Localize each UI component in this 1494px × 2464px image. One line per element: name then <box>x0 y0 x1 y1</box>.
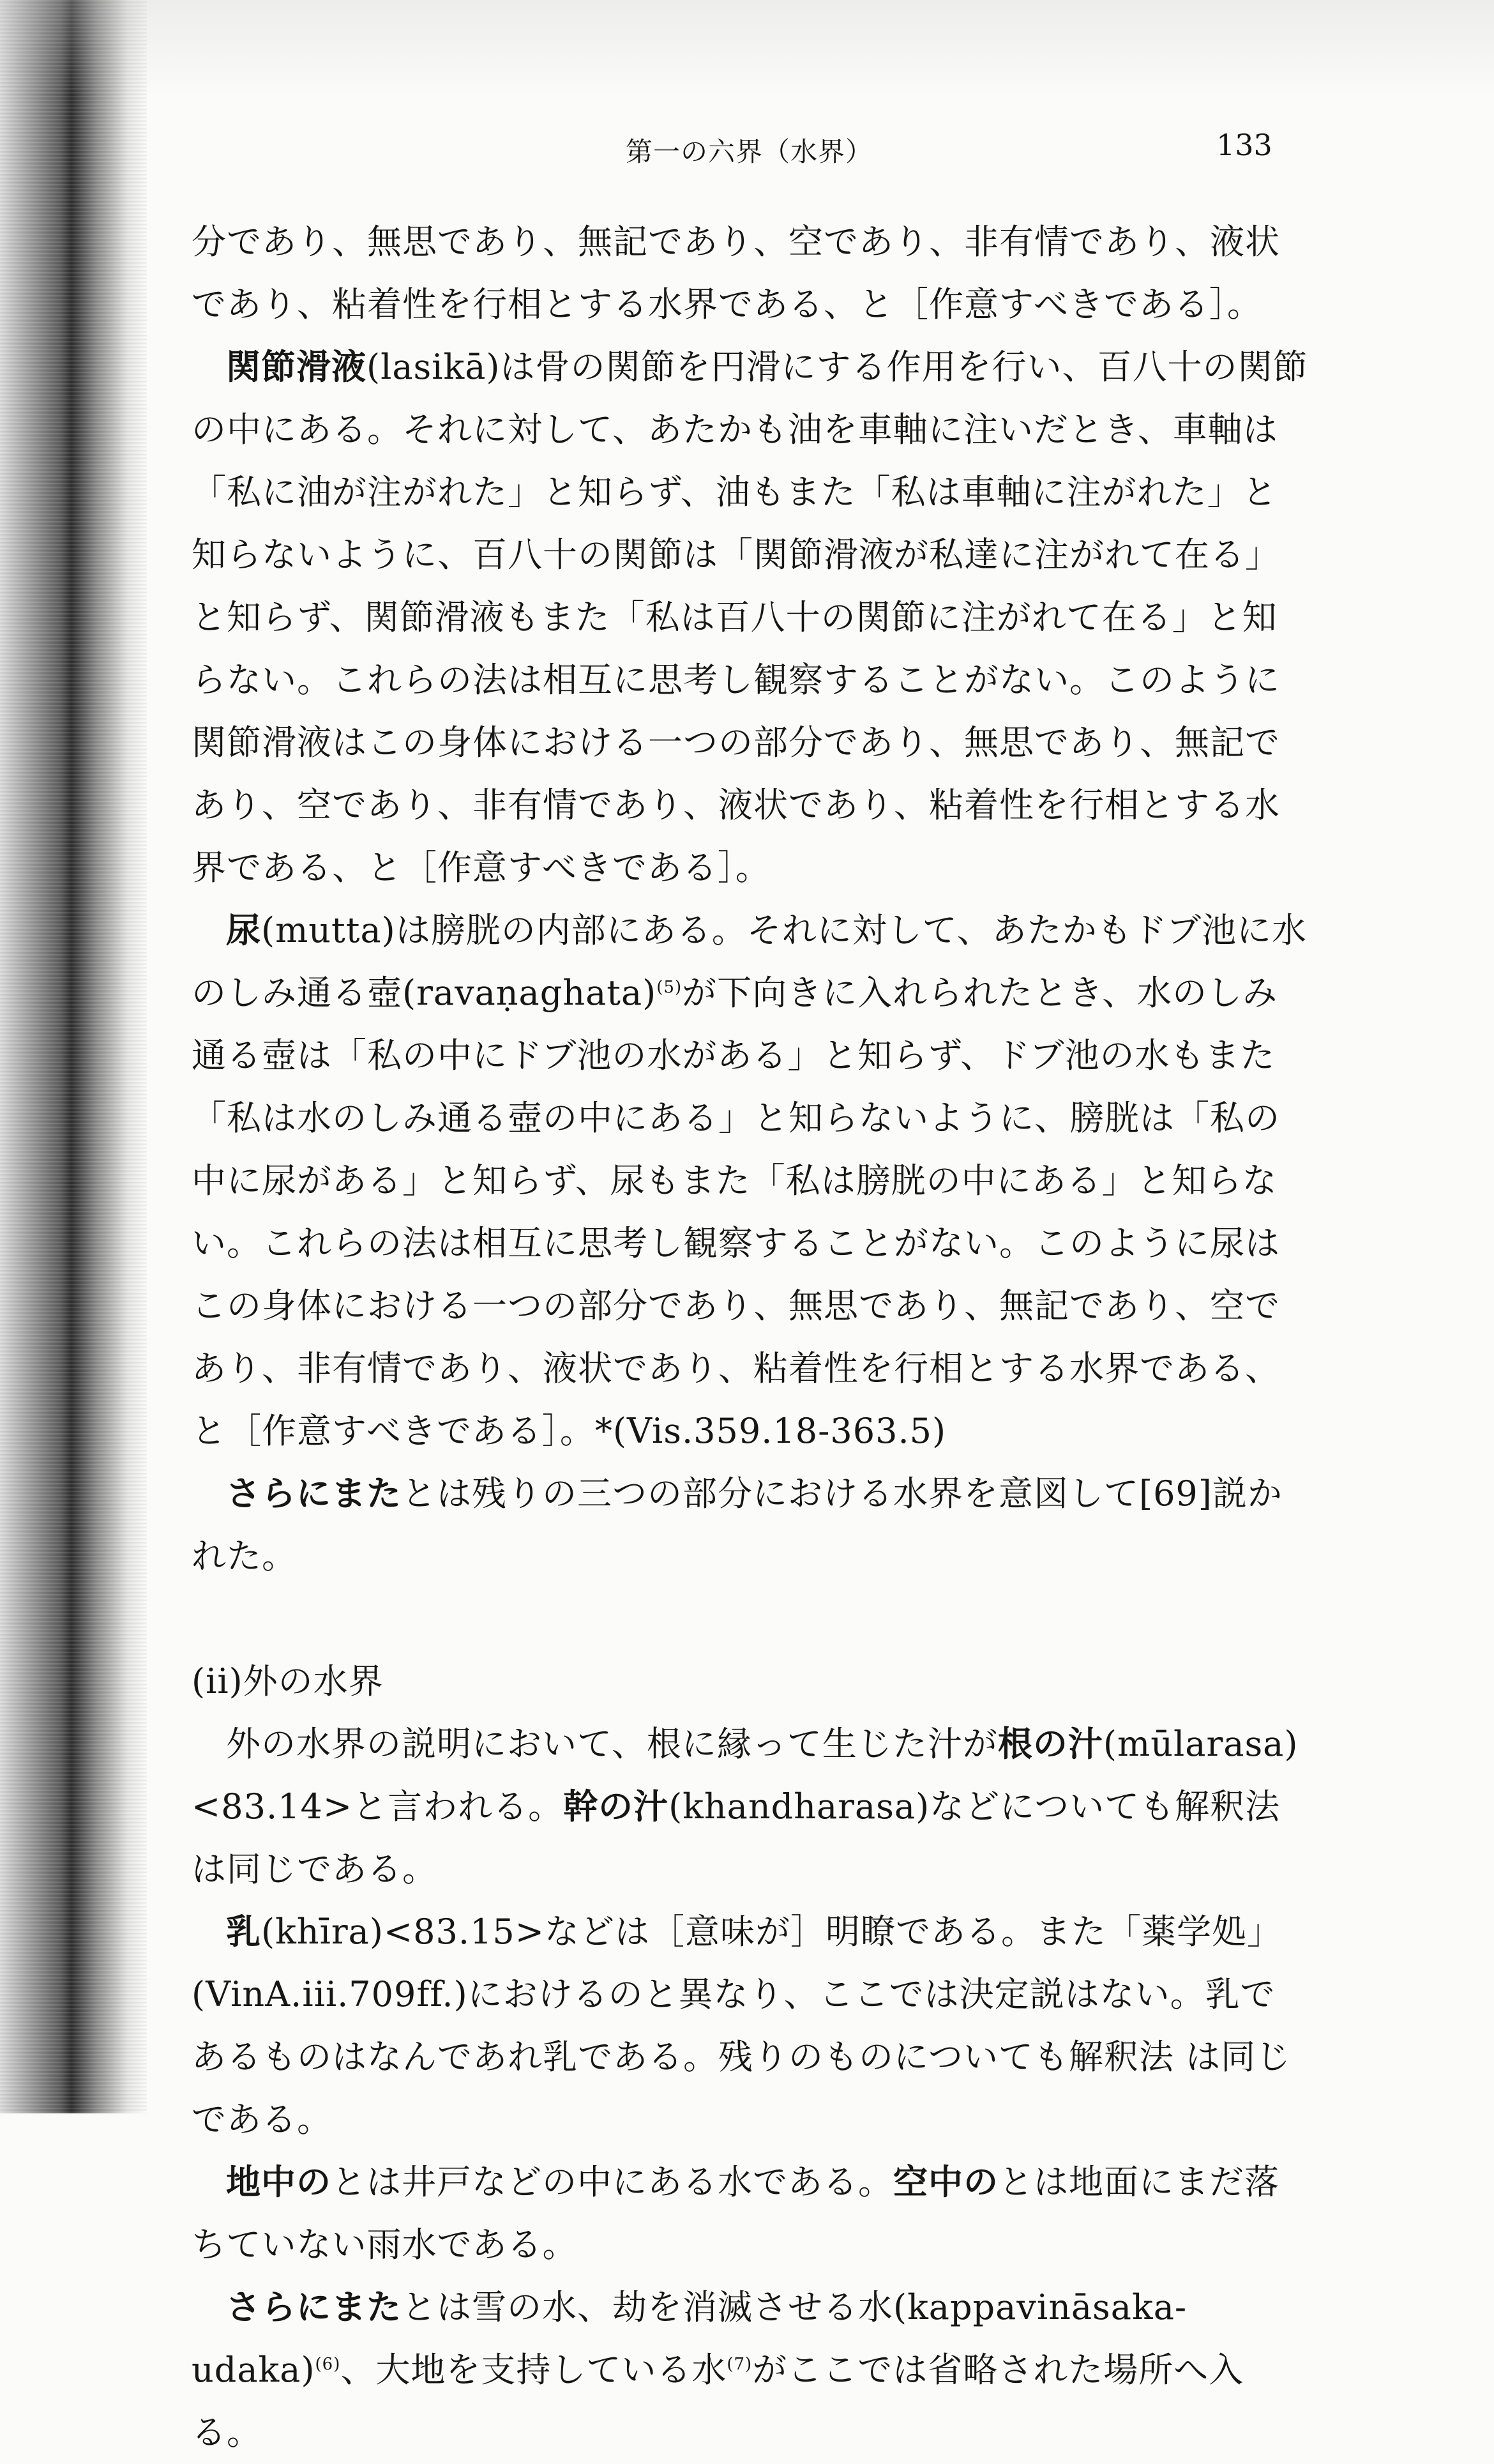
paragraph-text: とは地面にまだ落ちていない雨水である。 <box>192 2162 1279 2265</box>
paragraph-root-juice <box>192 1713 1309 1901</box>
paragraph-text: 、大地を支持している水 <box>340 2350 727 2390</box>
paragraph-furthermore <box>192 1463 1309 1588</box>
paragraph-text: が下向きに入れられたとき、水のしみ通る壺は「私の中にドブ池の水がある」と知らず、ドブ池の水もまた「私は水のしみ通る壺の中にある」と知らないように、膀胱は「私の中に尿がある」と知らず、尿もまた「私は膀胱の中にある」と知らない。これらの法は相互に思考し観察することがない。このように尿はこの身体における一つの部分であり、無思であり、無記であり、空であり、非有情であり、液状であり、粘着性を行相とする水界である、と［作意すべきである］。*(Vis.359.18-363.5) <box>192 973 1280 1451</box>
term-root-juice: 根の汁 <box>997 1724 1103 1764</box>
paragraph-text: (khandharasa)などについても解釈法は同じである。 <box>192 1786 1281 1889</box>
running-head: 第一の六界（水界） <box>626 136 873 167</box>
term-underground: 地中の <box>226 2162 331 2202</box>
paragraph-text: がここでは省略された場所へ入る。 <box>192 2350 1244 2453</box>
binding-shadow <box>0 0 147 2113</box>
footnote-ref-7: (7) <box>727 2355 753 2374</box>
term-furthermore: さらにまた <box>226 2287 402 2327</box>
paragraph-text: (mūlarasa)<83.14>と言われる。 <box>192 1724 1299 1827</box>
paragraph-furthermore-2 <box>192 2276 1309 2464</box>
page-top-fade <box>0 0 1494 96</box>
footnote-ref-5: (5) <box>656 978 683 997</box>
section-heading: (ii)外の水界 <box>192 1661 384 1701</box>
section-gap <box>192 1588 1309 1650</box>
term-synovial-fluid: 関節滑液 <box>226 347 366 387</box>
paragraph-1: 分であり、無思であり、無記であり、空であり、非有情であり、液状であり、粘着性を行相とする水界である、と［作意すべきである］。 <box>192 222 1280 324</box>
term-furthermore: さらにまた <box>226 1473 402 1514</box>
term-aerial: 空中の <box>893 2162 999 2202</box>
paragraph-text: (mutta)は膀胱の内部にある。それに対して、あたかもドブ池に水のしみ通る壺(ravaṇaghata) <box>192 910 1308 1013</box>
term-milk: 乳 <box>226 1912 261 1952</box>
paragraph-text: とは雪の水、劫を消滅させる水(kappavināsaka-udaka) <box>192 2287 1188 2390</box>
paragraph-text: 外の水界の説明において、根に縁って生じた汁が <box>226 1724 998 1764</box>
body-text <box>192 211 1309 2464</box>
paragraph-text: (khīra)<83.15>などは［意味が］明瞭である。また「薬学処」(VinA.iii.709ff.)におけるのと異なり、ここでは決定説はない。乳であるものはなんであれ乳である。残りのものについても解釈法 は同じである。 <box>192 1912 1292 2140</box>
page-number: 133 <box>1216 128 1272 162</box>
paragraph-text: (lasikā)は骨の関節を円滑にする作用を行い、百八十の関節の中にある。それに対して、あたかも油を車軸に注いだとき、車軸は「私に油が注がれた」と知らず、油もまた「私は車軸に注がれた」と知らないように、百八十の関節は「関節滑液が私達に注がれて在る」と知らず、関節滑液もまた「私は百八十の関節に注がれて在る」と知らない。これらの法は相互に思考し観察することがない。このように関節滑液はこの身体における一つの部分であり、無思であり、無記であり、空であり、非有情であり、液状であり、粘着性を行相とする水界である、と［作意すべきである］。 <box>192 347 1308 888</box>
paragraph-urine <box>192 899 1309 1463</box>
term-urine: 尿 <box>226 910 261 950</box>
paragraph-milk <box>192 1901 1309 2151</box>
paragraph-synovial-fluid <box>192 336 1309 899</box>
paragraph-text: とは残りの三つの部分における水界を意図して[69]説かれた。 <box>192 1473 1283 1576</box>
footnote-ref-6: (6) <box>315 2355 341 2374</box>
paragraph-text: とは井戸などの中にある水である。 <box>331 2162 893 2202</box>
term-trunk-juice: 幹の汁 <box>563 1786 669 1827</box>
paragraph-underground <box>192 2151 1309 2276</box>
